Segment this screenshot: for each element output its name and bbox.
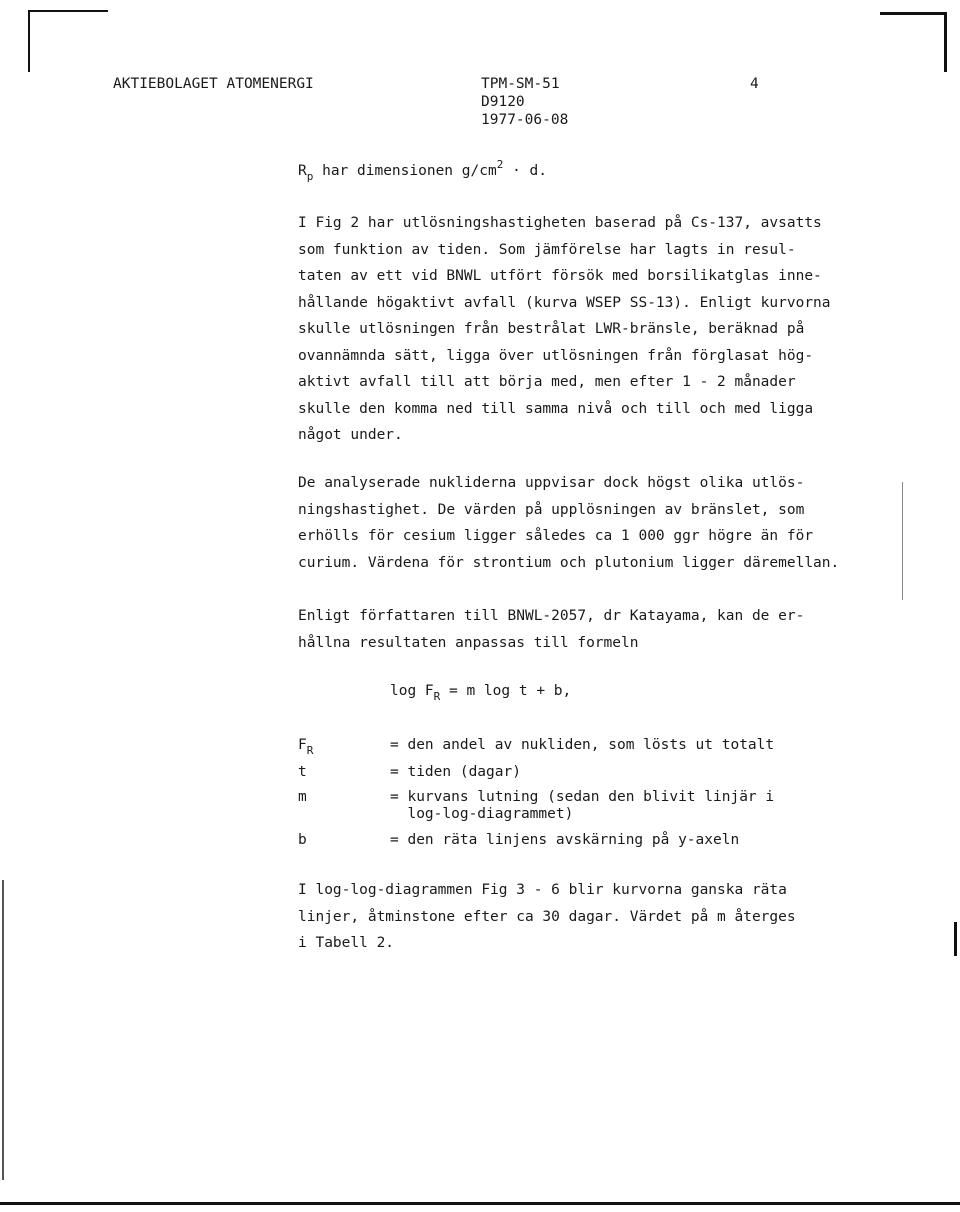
definition-text: = den andel av nukliden, som lösts ut totalt — [390, 737, 775, 753]
definition-symbol: m — [298, 789, 307, 805]
paragraph-1-line: något under. — [298, 427, 403, 443]
paragraph-4 — [298, 877, 843, 957]
paragraph-1-line: taten av ett vid BNWL utfört försök med borsilikatglas inne- — [298, 268, 822, 284]
definition-symbol: $F_R$ — [298, 737, 314, 757]
paragraph-2-line: De analyserade nukliderna uppvisar dock högst olika utlös- — [298, 475, 805, 491]
document-date: 1977-06-08 — [481, 112, 569, 128]
intro-symbol-sub: p — [306, 170, 314, 183]
page-number: 4 — [750, 76, 759, 92]
paragraph-2 — [298, 470, 843, 576]
definition-symbol: b — [298, 832, 307, 848]
paragraph-1-line: hållande högaktivt avfall (kurva WSEP SS-13). Enligt kurvorna — [298, 294, 831, 311]
paragraph-1-line: I Fig 2 har utlösningshastigheten baserad på Cs-137, avsatts — [298, 215, 822, 231]
formula-lhs-sub: R — [433, 690, 441, 703]
scan-mark-bottom-line — [0, 1202, 960, 1205]
paragraph-2-line: curium. Värdena för strontium och plutonium ligger däremellan. — [298, 554, 840, 571]
paragraph-4-line: i Tabell 2. — [298, 935, 395, 951]
paragraph-2-line: erhölls för cesium ligger således ca 1 000 ggr högre än för — [298, 528, 814, 544]
paragraph-1-line: ovannämnda sätt, ligga över utlösningen från förglasat hög- — [298, 347, 814, 364]
document-number: D9120 — [481, 94, 525, 110]
paragraph-1-line: aktivt avfall till att börja med, men efter 1 - 2 månader — [298, 374, 796, 390]
paragraph-3-line: Enligt författaren till BNWL-2057, dr Katayama, kan de er- — [298, 608, 805, 624]
intro-text: har dimensionen g/cm — [322, 163, 497, 179]
scan-mark-top-left — [28, 10, 108, 12]
definition-symbol: t — [298, 764, 307, 780]
scan-mark-left-edge — [2, 880, 4, 1180]
paragraph-3-line: hållna resultaten anpassas till formeln — [298, 634, 639, 651]
paragraph-1-line: skulle den komma ned till samma nivå och till och med ligga — [298, 400, 814, 417]
formula-rhs: = m log t + b, — [449, 683, 572, 699]
formula — [390, 683, 572, 703]
scan-mark-right-tick — [954, 922, 957, 956]
company-name: AKTIEBOLAGET ATOMENERGI — [113, 76, 314, 92]
intro-exponent: 2 — [496, 158, 504, 171]
report-number: TPM-SM-51 — [481, 76, 560, 92]
paragraph-4-line: linjer, åtminstone efter ca 30 dagar. Värdet på m återges — [298, 908, 796, 925]
paragraph-4-line: I log-log-diagrammen Fig 3 - 6 blir kurvorna ganska räta — [298, 882, 787, 898]
scan-mark-right-margin — [902, 482, 903, 600]
paragraph-1 — [298, 210, 843, 449]
intro-line — [298, 158, 547, 183]
paragraph-1-line: som funktion av tiden. Som jämförelse har lagts in resul- — [298, 241, 796, 258]
scan-mark-left-vertical — [28, 10, 30, 72]
definition-text: = kurvans lutning (sedan den blivit linjär i log-log-diagrammet) — [390, 789, 775, 822]
formula-lhs: log F — [390, 683, 434, 699]
paragraph-2-line: ningshastighet. De värden på upplösningen av bränslet, som — [298, 501, 805, 518]
intro-symbol: R — [298, 163, 307, 179]
definition-text: = tiden (dagar) — [390, 764, 521, 780]
paragraph-1-line: skulle utlösningen från bestrålat LWR-bränsle, beräknad på — [298, 321, 805, 337]
scan-mark-top-right — [880, 12, 946, 15]
definition-text: = den räta linjens avskärning på y-axeln — [390, 832, 740, 848]
scan-mark-right-vertical — [944, 12, 947, 72]
paragraph-3 — [298, 603, 843, 656]
intro-tail: · d. — [512, 163, 547, 179]
